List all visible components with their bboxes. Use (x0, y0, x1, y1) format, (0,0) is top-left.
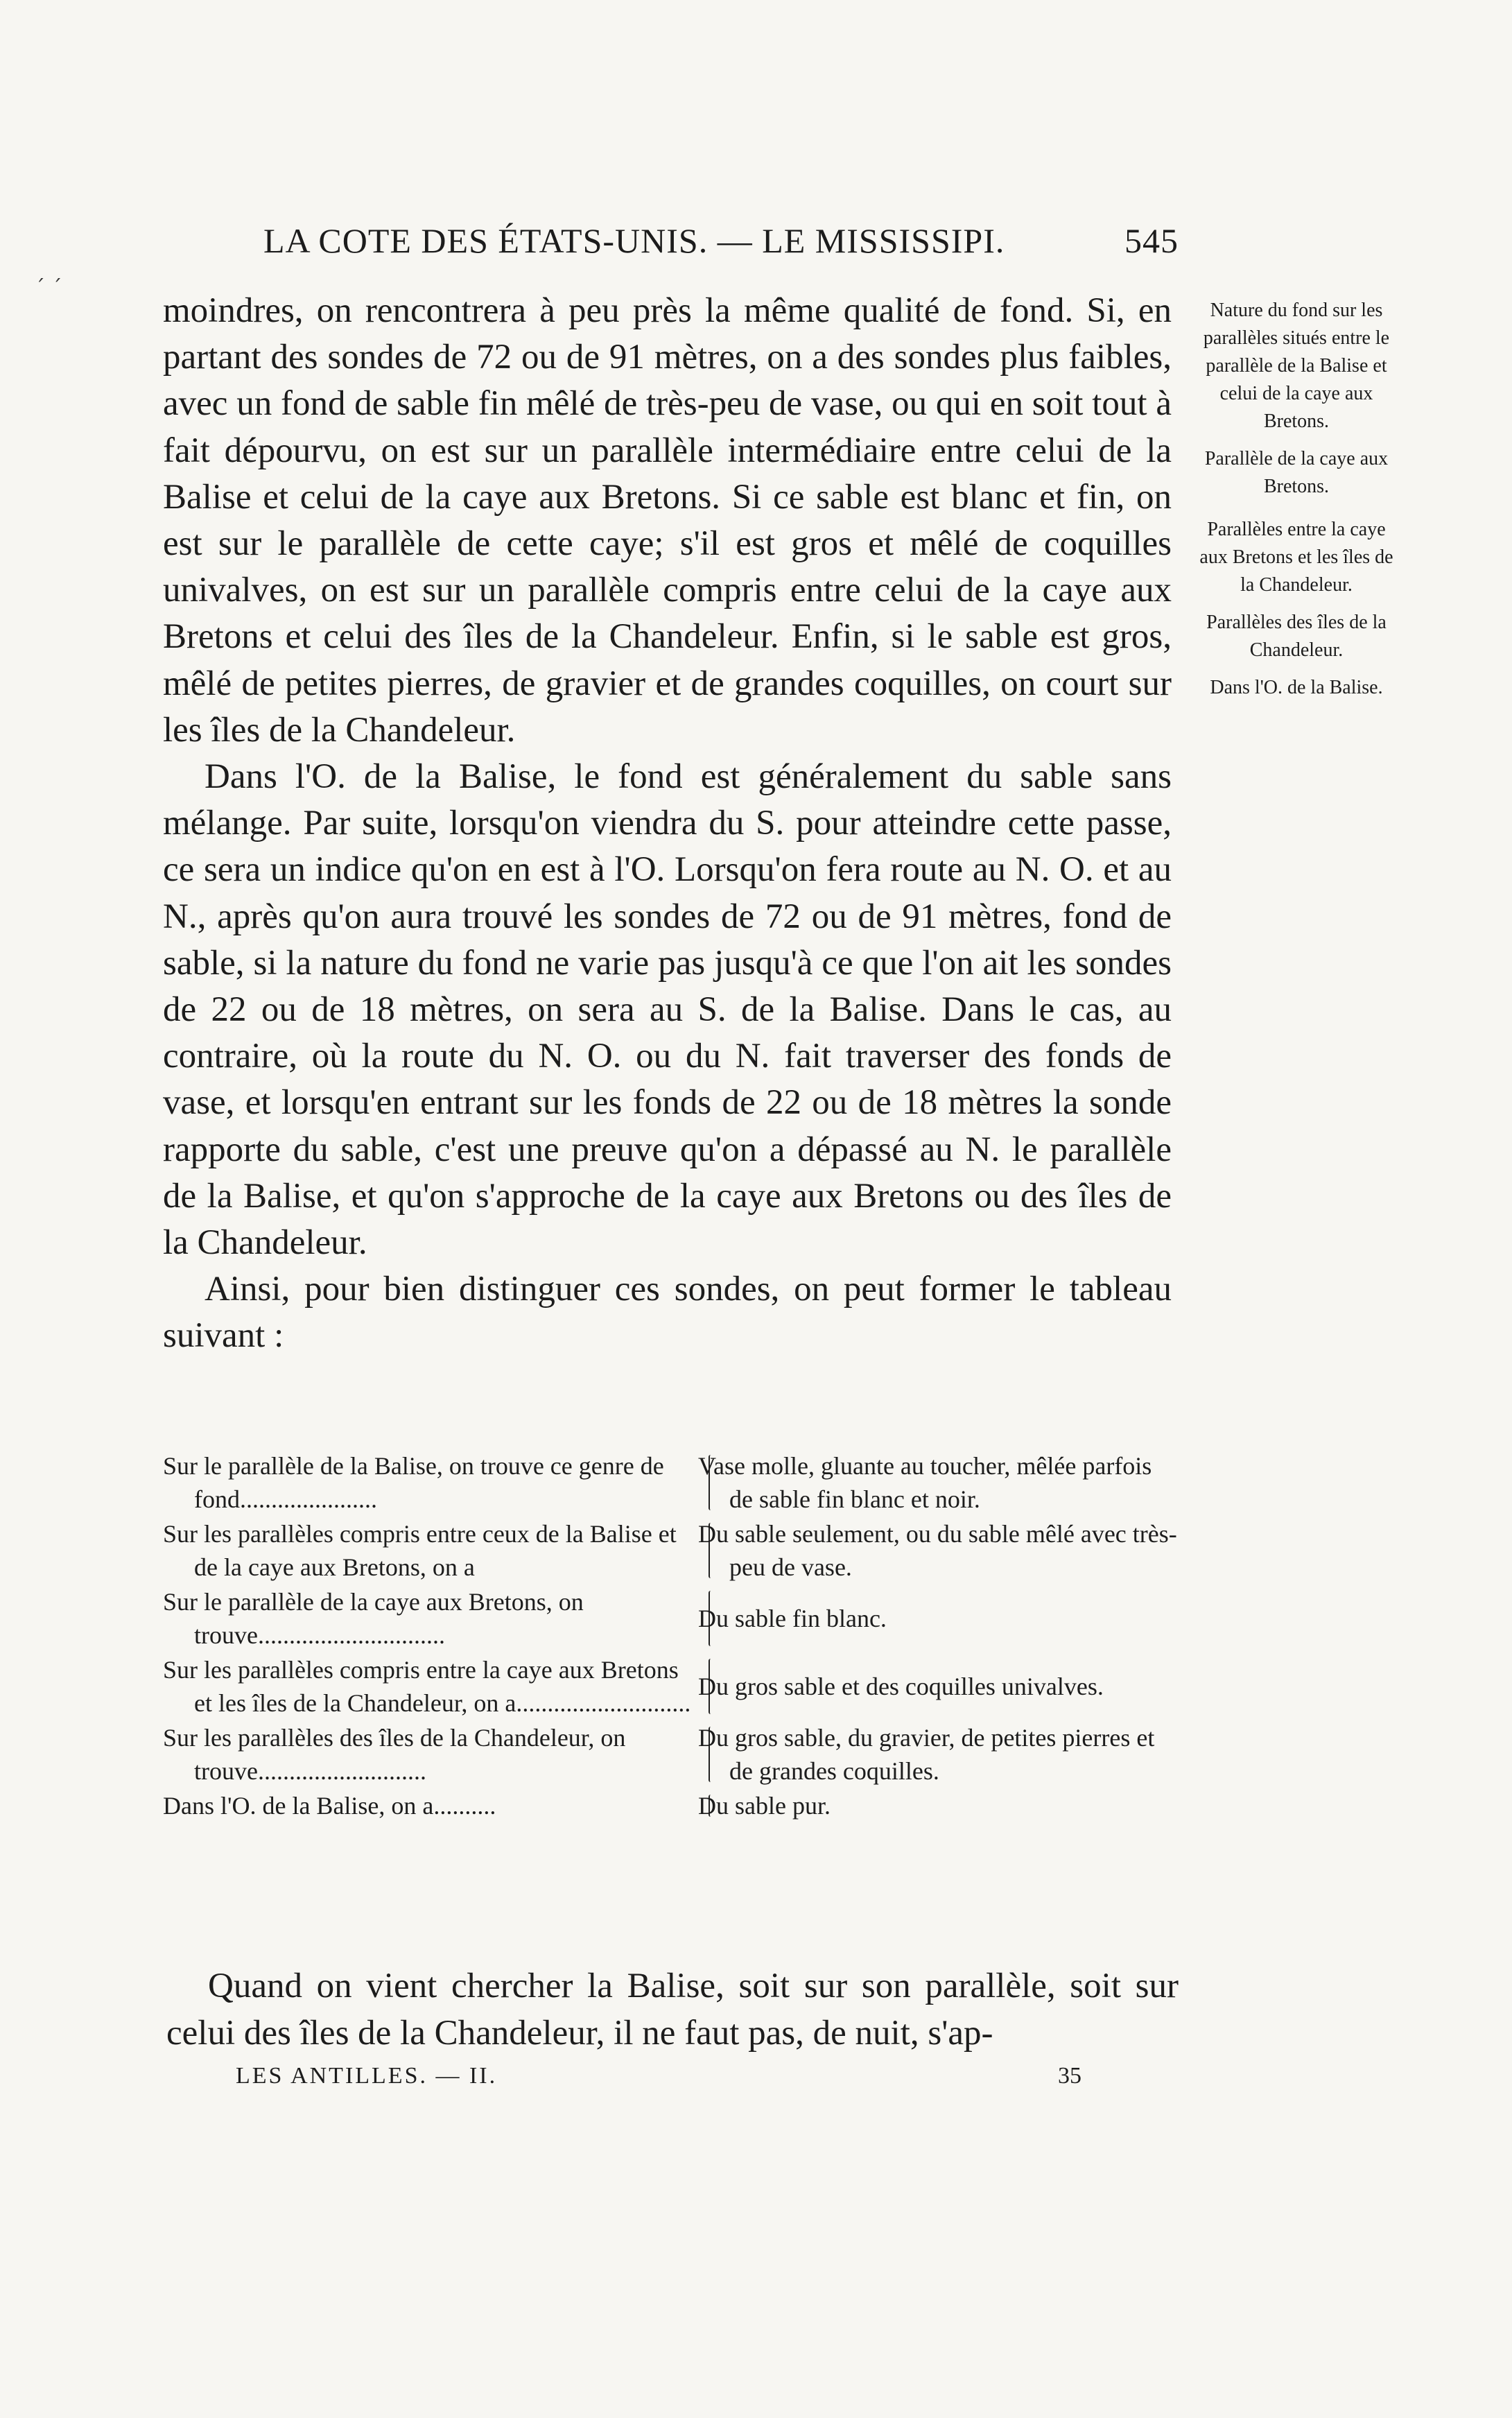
table-cell-bottom: Du sable seulement, ou du sable mêlé avec très-peu de vase. (698, 1520, 1177, 1581)
table-cell-location: Dans l'O. de la Balise, on a.......... (163, 1792, 496, 1820)
table-row (163, 1653, 1179, 1720)
paragraph: Quand on vient chercher la Balise, soit sur son parallèle, soit sur celui des îles de la Chandeleur, il ne faut pas, de nuit, s'ap- (166, 1967, 1179, 2053)
page-number: 545 (1124, 221, 1179, 260)
page-header (263, 221, 1179, 269)
soundings-table (163, 1449, 1179, 1824)
table-cell-location: Sur le parallèle de la caye aux Bretons, on trouve.............................. (163, 1588, 584, 1649)
table-row (163, 1789, 1179, 1822)
margin-note: Nature du fond sur les parallèles situés entre le parallèle de la Balise et celui de la caye aux Bretons. (1203, 300, 1390, 432)
table-cell-bottom: Vase molle, gluante au toucher, mêlée parfois de sable fin blanc et noir. (698, 1452, 1152, 1513)
paragraph: moindres, on rencontrera à peu près la même qualité de fond. Si, en partant des sondes de 72 ou de 91 mètres, on a des sondes plus faibles, avec un fond de sable fin mêlé de très-peu de vase, ou qui en soit tout à fait dépourvu, on est sur un parallèle intermédiaire entre celui de la Balise et celui de la caye aux Bretons. Si ce sable est blanc et fin, on est sur le parallèle de cette caye; s'il est gros et mêlé de coquilles univalves, on est sur un parallèle compris entre celui de la caye aux Bretons et celui des îles de la Chandeleur. Enfin, si le sable est gros, mêlé de petites pierres, de gravier et de grandes coquilles, on court sur les îles de la Chandeleur. (163, 291, 1172, 750)
margin-note: Dans l'O. de la Balise. (1210, 677, 1383, 698)
table-cell-bottom: Du sable pur. (698, 1792, 831, 1820)
table-cell-bottom: Du sable fin blanc. (698, 1605, 887, 1632)
table-cell-location: Sur le parallèle de la Balise, on trouve ce genre de fond...................... (163, 1452, 664, 1513)
table-row (163, 1585, 1179, 1652)
table-cell-location: Sur les parallèles compris entre la caye aux Bretons et les îles de la Chandeleur, on a............................ (163, 1656, 691, 1717)
table-cell-bottom: Du gros sable, du gravier, de petites pierres et de grandes coquilles. (698, 1724, 1155, 1785)
table-cell-location: Sur les parallèles des îles de la Chandeleur, on trouve........................... (163, 1724, 626, 1785)
margin-note: Parallèle de la caye aux Bretons. (1204, 448, 1389, 497)
page-footer (236, 2063, 1081, 2098)
running-title: LA COTE DES ÉTATS-UNIS. — LE MISSISSIPI. (263, 221, 1005, 260)
margin-notes (1192, 297, 1400, 711)
signature-number: 35 (1058, 2063, 1081, 2089)
table-row (163, 1517, 1179, 1584)
table-row (163, 1449, 1179, 1516)
closing-text (166, 1962, 1179, 2057)
table-cell-location: Sur les parallèles compris entre ceux de la Balise et de la caye aux Bretons, on a (163, 1520, 677, 1581)
paragraph: Ainsi, pour bien distinguer ces sondes, on peut former le tableau suivant : (163, 1270, 1172, 1356)
table-row (163, 1721, 1179, 1788)
signature-mark: LES ANTILLES. — II. (236, 2063, 498, 2089)
paragraph: Dans l'O. de la Balise, le fond est généralement du sable sans mélange. Par suite, lorsqu'on viendra du S. pour atteindre cette passe, ce sera un indice qu'on en est à l'O. Lorsqu'on fera route au N. O. et au N., après qu'on aura trouvé les sondes de 72 ou de 91 mètres, fond de sable, si la nature du fond ne varie pas jusqu'à ce que l'on ait les sondes de 22 ou de 18 mètres, on sera au S. de la Balise. Dans le cas, au contraire, où la route du N. O. ou du N. fait traverser des fonds de vase, et lorsqu'en entrant sur les fonds de 22 ou de 18 mètres la sonde rapporte du sable, c'est une preuve qu'on a dépassé au N. le parallèle de la Balise, et qu'on s'approche de la caye aux Bretons ou des îles de la Chandeleur. (163, 757, 1172, 1263)
table-cell-bottom: Du gros sable et des coquilles univalves. (698, 1673, 1104, 1700)
stray-mark: ´ ´ (35, 276, 62, 300)
main-text (163, 288, 1172, 1360)
margin-note: Parallèles des îles de la Chandeleur. (1206, 612, 1387, 661)
margin-note: Parallèles entre la caye aux Bretons et les îles de la Chandeleur. (1199, 519, 1393, 596)
